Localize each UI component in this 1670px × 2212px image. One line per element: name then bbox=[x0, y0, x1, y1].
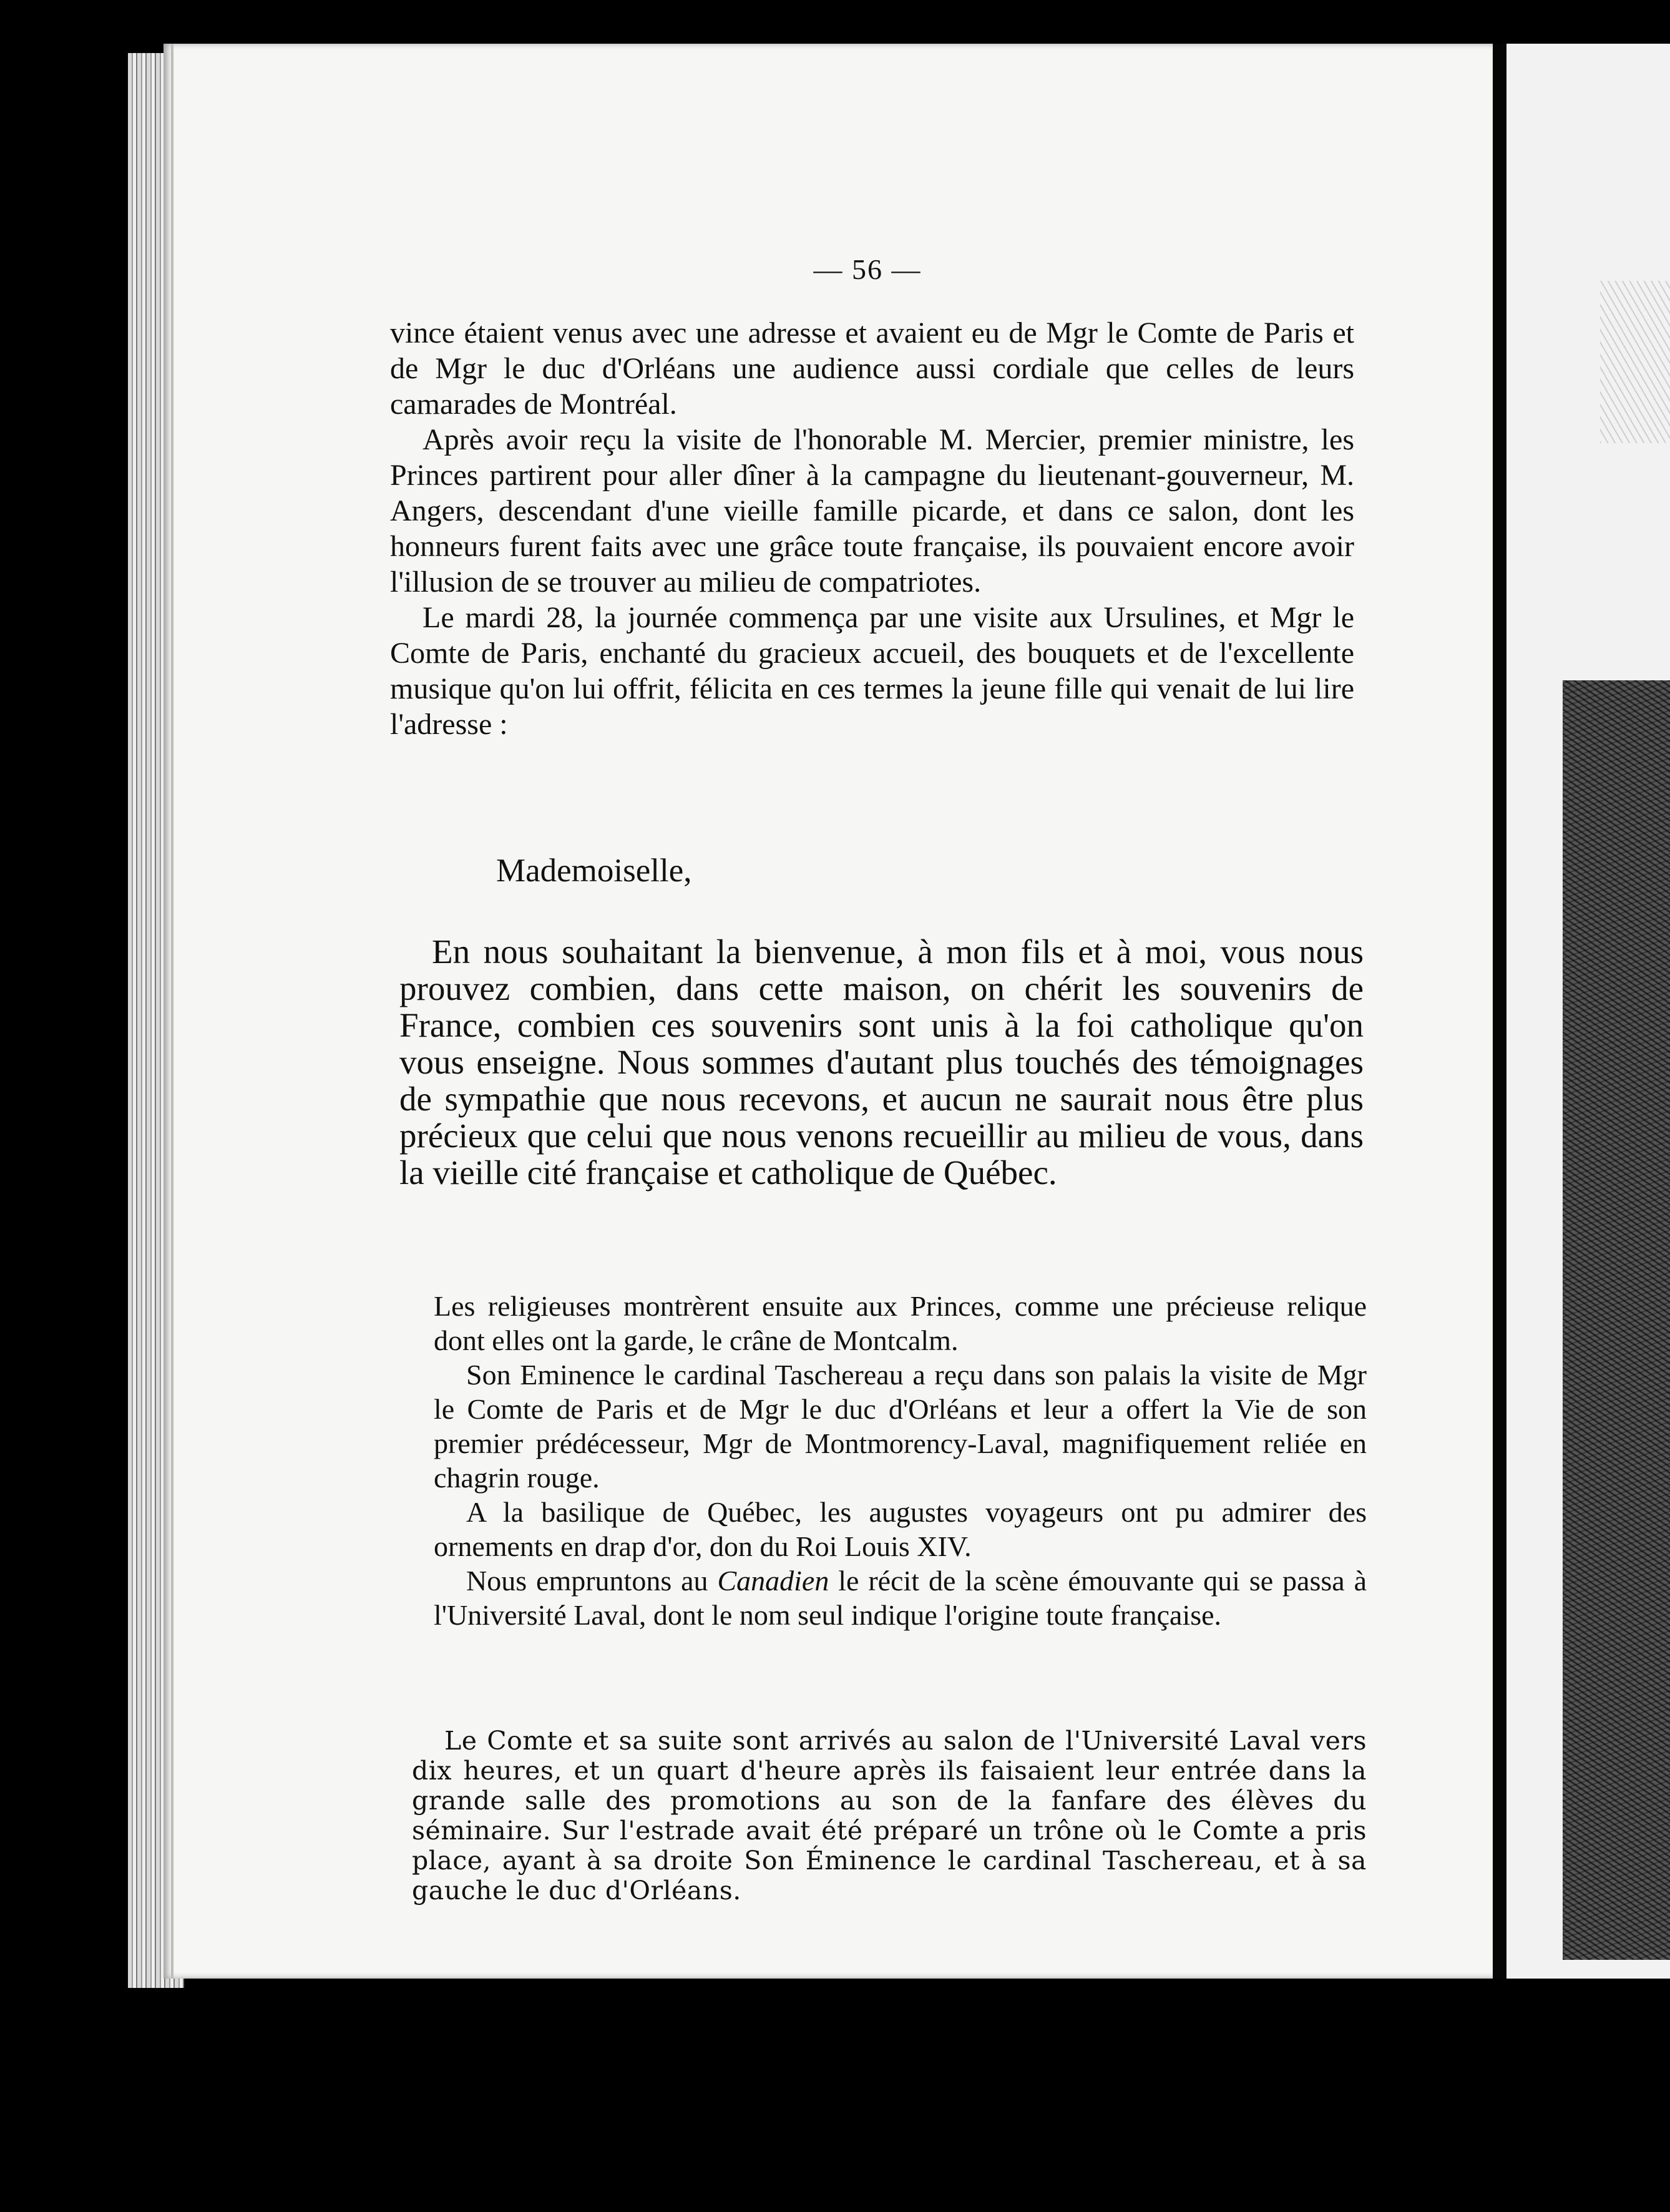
canadien-paragraph bbox=[434, 1564, 1367, 1632]
intro-paragraph-1: vince étaient venus avec une adresse et avaient eu de Mgr le Comte de Paris et de Mgr le duc d'Orléans une audience aussi cordiale que celles de leurs camarades de Montréal. bbox=[390, 316, 1354, 421]
after-speech-paragraph-2: Son Eminence le cardinal Taschereau a reçu dans son palais la visite de Mgr le Comte de Paris et de Mgr le duc d'Orléans et leur a offert la Vie de son premier prédécesseur, Mgr de Montmorency-Laval, magnifiquement reliée en chagrin rouge. bbox=[434, 1359, 1367, 1494]
speech-body: En nous souhaitant la bienvenue, à mon fils et à moi, vous nous prouvez combien, dans cette maison, on chérit les souvenirs de France, combien ces souvenirs sont unis à la foi catholique qu'on vous enseigne. Nous sommes d'autant plus touchés des témoignages de sympathie que nous recevons, et aucun ne saurait nous être plus précieux que celui que nous venons recueillir au milieu de vous, dans la vieille cité française et catholique de Québec. bbox=[399, 932, 1364, 1192]
engraving-illustration bbox=[1563, 680, 1670, 1960]
engraving-sky bbox=[1600, 281, 1670, 443]
canadien-text-after: le récit de la scène émouvante qui se passa à l'Université Laval, dont le nom seul indique l'origine toute française. bbox=[434, 1565, 1367, 1631]
canadien-newspaper-title: Canadien bbox=[717, 1565, 829, 1597]
intro-paragraph-2: Après avoir reçu la visite de l'honorable M. Mercier, premier ministre, les Princes partirent pour aller dîner à la campagne du lieutenant-gouverneur, M. Angers, descendant d'une vieille famille picarde, et dans ce salon, dont les honneurs furent faits avec une grâce toute française, ils pouvaient encore avoir l'illusion de se trouver au milieu de compatriotes. bbox=[390, 423, 1354, 599]
after-speech-paragraph-1: Les religieuses montrèrent ensuite aux Princes, comme une précieuse relique dont elles ont la garde, le crâne de Montcalm. bbox=[434, 1290, 1367, 1356]
facing-page-engraving bbox=[1506, 44, 1670, 1979]
quote-paragraph: Le Comte et sa suite sont arrivés au salon de l'Université Laval vers dix heures, et un quart d'heure après ils faisaient leur entrée dans la grande salle des promotions au son de la fanfare des élèves du séminaire. Sur l'estrade avait été préparé un trône où le Comte a pris place, ayant à sa droite Son Éminence le cardinal Taschereau, et à sa gauche le duc d'Orléans. bbox=[412, 1726, 1367, 1906]
canadien-text-before: Nous empruntons au bbox=[466, 1565, 718, 1597]
intro-paragraph-3: Le mardi 28, la journée commença par une visite aux Ursulines, et Mgr le Comte de Paris, enchanté du gracieux accueil, des bouquets et de l'excellente musique qu'on lui offrit, félicita en ces termes la jeune fille qui venait de lui lire l'adresse : bbox=[390, 601, 1354, 741]
gutter-divider bbox=[1493, 44, 1506, 1979]
page-gutter-line bbox=[171, 44, 173, 1979]
intro-section bbox=[390, 315, 1354, 742]
after-speech-section bbox=[434, 1289, 1367, 1632]
speech-salutation: Mademoiselle, bbox=[496, 853, 692, 889]
page-number: — 56 — bbox=[813, 253, 922, 285]
speech-section bbox=[399, 933, 1364, 1191]
quote-section bbox=[412, 1726, 1367, 1906]
after-speech-paragraph-3: A la basilique de Québec, les augustes voyageurs ont pu admirer des ornements en drap d'or, don du Roi Louis XIV. bbox=[434, 1496, 1367, 1562]
